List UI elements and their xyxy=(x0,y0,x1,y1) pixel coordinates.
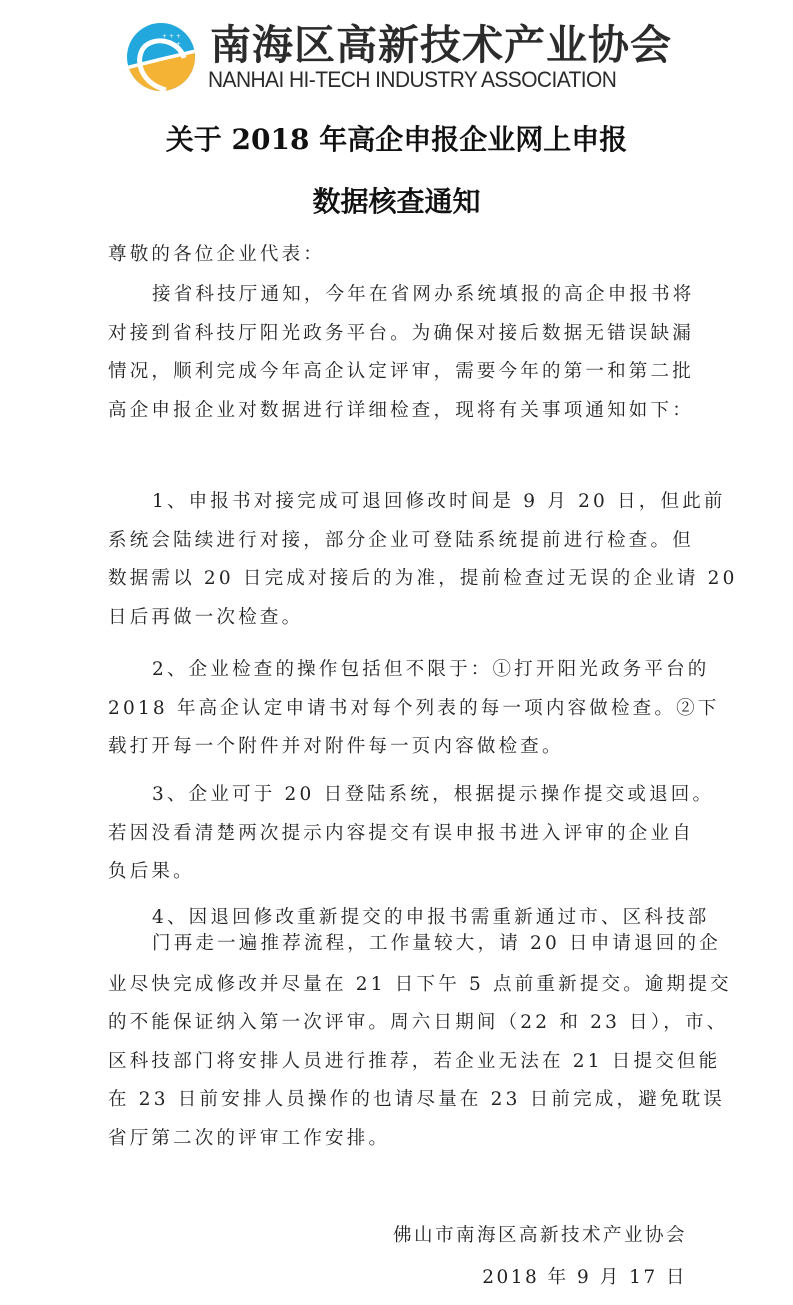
notice-title-line-1: 关于 2018 年高企申报企业网上申报 xyxy=(165,123,628,156)
paragraph-line: 数据需以 20 日完成对接后的为准，提前检查过无误的企业请 20 xyxy=(108,568,738,589)
paragraph-line: 1、申报书对接完成可退回修改时间是 9 月 20 日，但此前 xyxy=(152,491,726,512)
paragraph-line: 2、企业检查的操作包括但不限于：①打开阳光政务平台的 xyxy=(152,659,710,680)
intro-paragraph xyxy=(108,276,695,430)
item-4 xyxy=(108,901,732,1158)
item-2 xyxy=(108,651,720,767)
salutation-text: 尊敬的各位企业代表： xyxy=(108,244,326,265)
paragraph-line: 的不能保证纳入第一次评审。周六日期间（22 和 23 日），市、 xyxy=(108,1012,729,1033)
paragraph-line: 对接到省科技厅阳光政务平台。为确保对接后数据无错误缺漏 xyxy=(108,322,694,344)
paragraph-line: 业尽快完成修改并尽量在 21 日下午 5 点前重新提交。逾期提交 xyxy=(108,973,732,995)
item-3 xyxy=(108,776,715,892)
paragraph-line: 区科技部门将安排人员进行推荐，若企业无法在 21 日提交但能 xyxy=(108,1050,721,1072)
paragraph-line: 系统会陆续进行对接，部分企业可登陆系统提前进行检查。但 xyxy=(108,529,694,551)
svg-text:+ + +: + + + xyxy=(162,33,181,40)
paragraph-line: 日后再做一次检查。 xyxy=(108,606,304,628)
org-name-english: NANHAI HI-TECH INDUSTRY ASSOCIATION xyxy=(208,67,617,92)
paragraph-line: 3、企业可于 20 日登陆系统，根据提示操作提交或退回。 xyxy=(152,784,715,805)
paragraph-line: 载打开每一个附件并对附件每一页内容做检查。 xyxy=(108,736,564,757)
paragraph-line: 负后果。 xyxy=(108,861,195,882)
association-logo-icon xyxy=(126,22,196,92)
paragraph-line: 在 23 日前安排人员操作的也请尽量在 23 日前完成，避免耽误 xyxy=(108,1089,726,1110)
notice-title-line-2: 数据核查通知 xyxy=(312,185,481,218)
paragraph-line: 若因没看清楚两次提示内容提交有误申报书进入评审的企业自 xyxy=(108,822,694,844)
paragraph-line: 高企申报企业对数据进行详细检查，现将有关事项通知如下： xyxy=(108,399,694,421)
signature-org: 佛山市南海区高新技术产业协会 xyxy=(392,1225,687,1246)
paragraph-line: 2018 年高企认定申请书对每个列表的每一项内容做检查。②下 xyxy=(108,697,720,719)
item-1 xyxy=(108,483,738,637)
paragraph-line: 门再走一遍推荐流程，工作量较大，请 20 日申请退回的企 xyxy=(152,933,721,954)
paragraph-line: 情况，顺利完成今年高企认定评审，需要今年的第一和第二批 xyxy=(108,361,694,382)
org-name-chinese: 南海区高新技术产业协会 xyxy=(210,21,672,69)
paragraph-line: 4、因退回修改重新提交的申报书需重新通过市、区科技部 xyxy=(152,907,710,928)
salutation xyxy=(108,236,688,275)
paragraph-line: 省厅第二次的评审工作安排。 xyxy=(108,1127,391,1149)
svg-text:+: + xyxy=(176,41,182,48)
letterhead xyxy=(0,0,793,100)
signature-date: 2018 年 9 月 17 日 xyxy=(482,1267,687,1288)
paragraph-line: 接省科技厅通知，今年在省网办系统填报的高企申报书将 xyxy=(152,284,695,305)
